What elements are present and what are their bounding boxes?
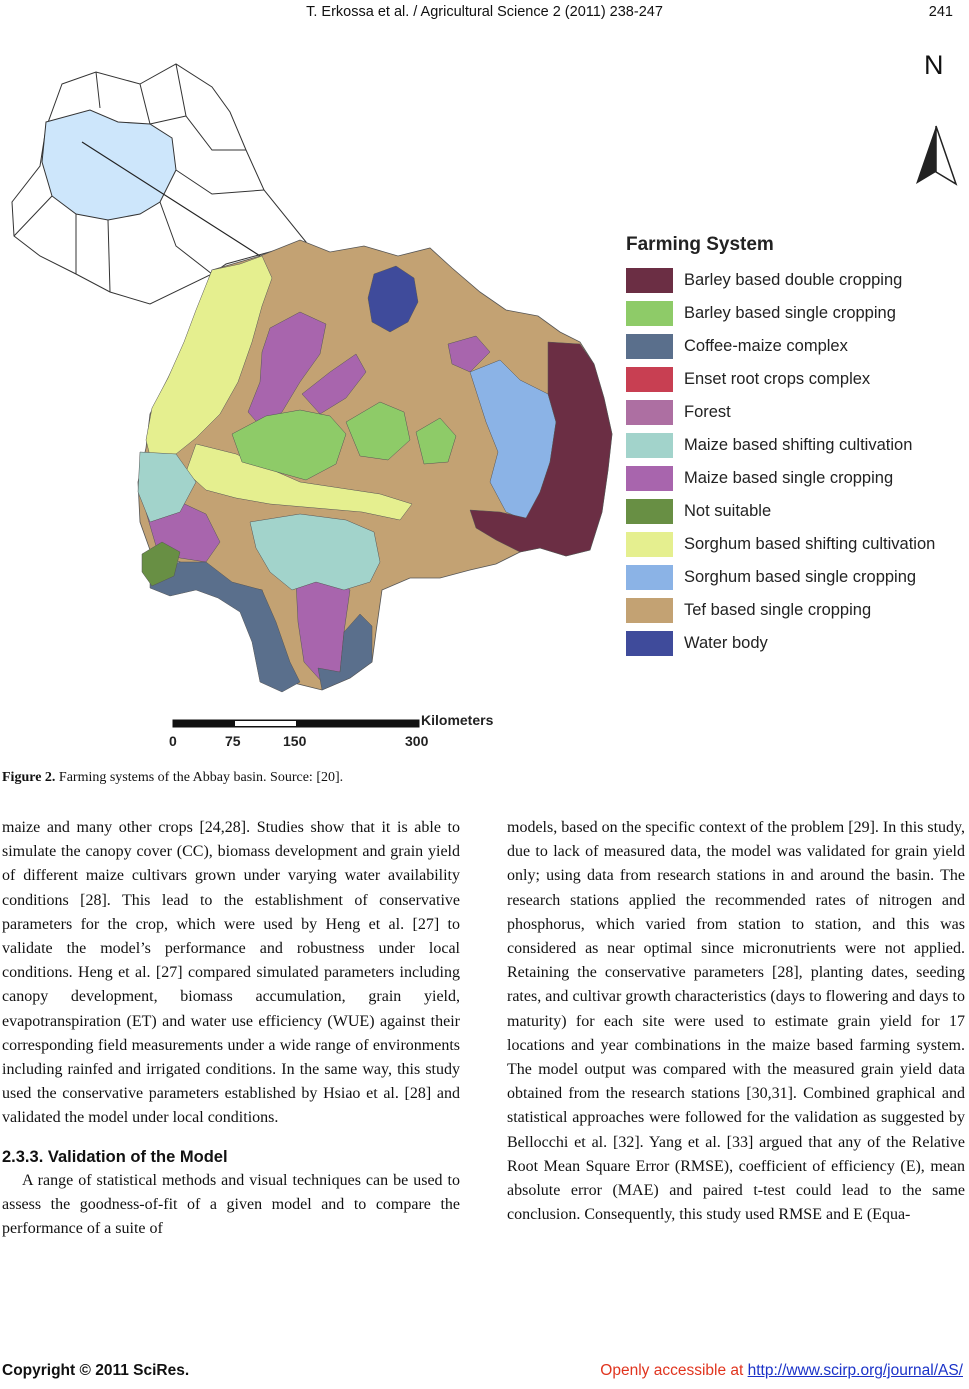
legend-item bbox=[626, 561, 966, 594]
scale-tick: 150 bbox=[283, 733, 307, 749]
legend-item bbox=[626, 264, 966, 297]
legend-item bbox=[626, 396, 966, 429]
legend-label: Barley based double cropping bbox=[684, 271, 903, 289]
legend-label: Tef based single cropping bbox=[684, 601, 872, 619]
legend-label: Barley based single cropping bbox=[684, 304, 896, 322]
caption-text: Farming systems of the Abbay basin. Source: [20]. bbox=[55, 770, 344, 785]
access-notice bbox=[600, 1362, 963, 1380]
legend-label: Coffee-maize complex bbox=[684, 337, 848, 355]
access-text: Openly accessible at bbox=[600, 1362, 748, 1379]
legend-label: Enset root crops complex bbox=[684, 370, 871, 388]
legend-swatch bbox=[626, 301, 673, 326]
legend-item bbox=[626, 429, 966, 462]
legend-swatch bbox=[626, 532, 673, 557]
legend-swatch bbox=[626, 631, 673, 656]
section-heading: 2.3.3. Validation of the Model bbox=[2, 1147, 228, 1166]
legend-label: Not suitable bbox=[684, 502, 772, 520]
legend-label: Sorghum based single cropping bbox=[684, 568, 917, 586]
figure-caption bbox=[2, 770, 343, 786]
legend-label: Water body bbox=[684, 634, 768, 652]
legend-swatch bbox=[626, 268, 673, 293]
copyright-notice: Copyright © 2011 SciRes. bbox=[2, 1362, 190, 1379]
scale-units: Kilometers bbox=[421, 712, 494, 728]
legend-item bbox=[626, 594, 966, 627]
body-paragraph: maize and many other crops [24,28]. Studies show that it is able to simulate the canopy cover (CC), biomass development and grain yield of different maize cultivars grown under varying water availability conditions [28]. This lead to the establishment of conservative parameters for the crop, which were used by Heng et al. [27] to validate the model’s performance and robustness under local conditions. Heng et al. [27] compared simulated parameters including canopy development, biomass accumulation, grain yield, evapotranspiration (ET) and water use efficiency (WUE) against their corresponding field measurements under a wide range of environments including rainfed and irrigated conditions. In the same way, this study used the conservative parameters established by Hsiao et al. [28] and validated the model under local conditions. bbox=[2, 819, 460, 1127]
legend-swatch bbox=[626, 433, 673, 458]
page-number: 241 bbox=[928, 4, 953, 20]
legend-swatch bbox=[626, 334, 673, 359]
scale-tick: 300 bbox=[405, 733, 429, 749]
legend-item bbox=[626, 297, 966, 330]
caption-label: Figure 2. bbox=[2, 770, 56, 785]
legend-swatch bbox=[626, 565, 673, 590]
right-column bbox=[507, 816, 965, 1227]
legend-label: Sorghum based shifting cultivation bbox=[684, 535, 936, 553]
running-header bbox=[0, 4, 969, 26]
scale-tick: 0 bbox=[169, 733, 177, 749]
north-label: N bbox=[924, 50, 944, 80]
scale-bar-graphic bbox=[172, 718, 422, 732]
journal-link[interactable]: http://www.scirp.org/journal/AS/ bbox=[747, 1362, 963, 1379]
scale-bar bbox=[169, 712, 512, 752]
legend-item bbox=[626, 528, 966, 561]
legend-swatch bbox=[626, 466, 673, 491]
legend-item bbox=[626, 330, 966, 363]
legend-label: Forest bbox=[684, 403, 731, 421]
legend-label: Maize based single cropping bbox=[684, 469, 894, 487]
legend-swatch bbox=[626, 367, 673, 392]
legend-title: Farming System bbox=[626, 234, 774, 255]
legend-swatch bbox=[626, 400, 673, 425]
scale-tick: 75 bbox=[225, 733, 241, 749]
running-title: T. Erkossa et al. / Agricultural Science 2 (2011) 238-247 bbox=[306, 4, 663, 20]
legend-item bbox=[626, 462, 966, 495]
legend-item bbox=[626, 495, 966, 528]
legend-label: Maize based shifting cultivation bbox=[684, 436, 913, 454]
page-footer bbox=[0, 1362, 969, 1386]
body-paragraph: A range of statistical methods and visual techniques can be used to assess the goodness-of-fit of a given model and to compare the performance of a suite of bbox=[2, 1171, 460, 1238]
figure-legend bbox=[626, 234, 966, 660]
body-paragraph: models, based on the specific context of the problem [29]. In this study, due to lack of measured data, the model was validated for grain yield only; using data from research stations in and around the basin. The research stations applied the recommended rates of nitrogen and phosphorus, which varied from station to station, and this was considered as near optimal since micronutrients were not applied. Retaining the conservative parameters [28], planting dates, seeding rates, and cultivar growth characteristics (days to flowering and days to maturity) for each site were used to estimate grain yield for 17 locations and year combinations in the maize based farming system. The model output was compared with the measured grain yield data obtained from the research stations [30,31]. Combined graphical and statistical approaches were followed for the validation as suggested by Bellocchi et al. [32]. Yang et al. [33] argued that any of the Relative Root Mean Square Error (RMSE), coefficient of efficiency (E), mean absolute error (MAE) and paired t-test could lead to the same conclusion. Consequently, this study used RMSE and E (Equa- bbox=[507, 819, 965, 1224]
farming-system-figure bbox=[0, 42, 969, 762]
legend-item bbox=[626, 363, 966, 396]
legend-item bbox=[626, 627, 966, 660]
legend-swatch bbox=[626, 499, 673, 524]
legend-swatch bbox=[626, 598, 673, 623]
left-column bbox=[2, 816, 460, 1241]
